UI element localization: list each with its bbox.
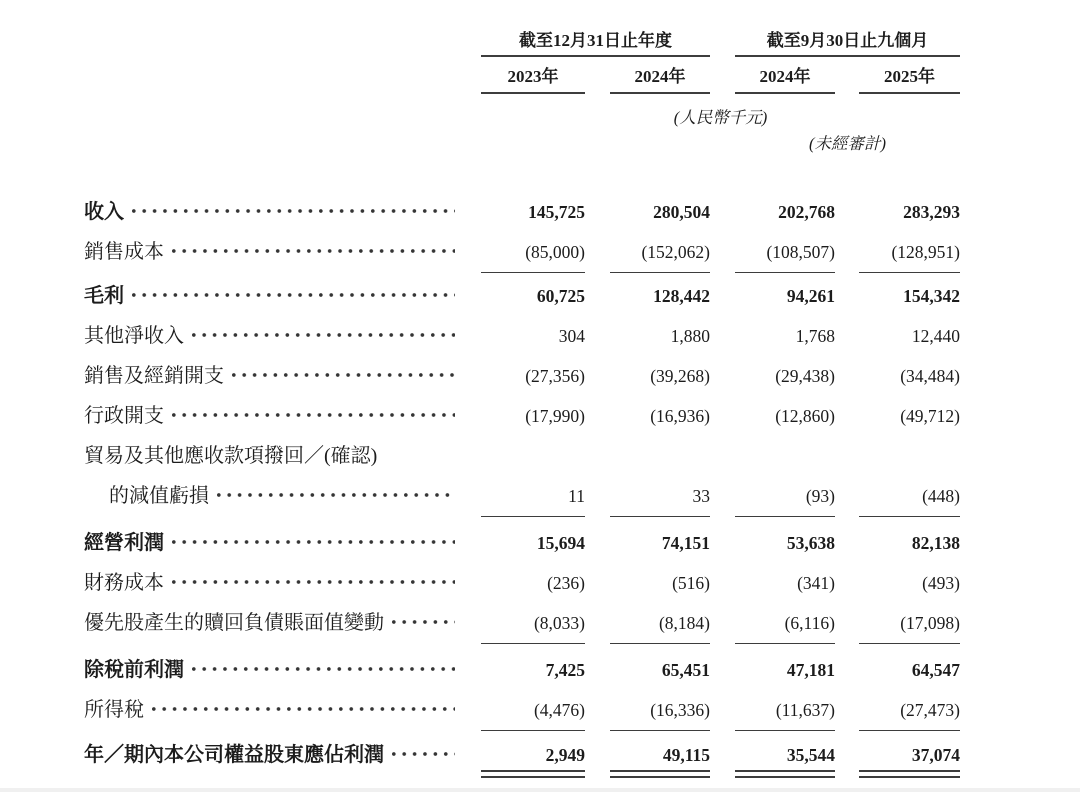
row-label: 行政開支 <box>84 405 164 427</box>
row-label: 所得稅 <box>84 699 144 721</box>
row-label: 收入 <box>84 201 124 223</box>
row-label-cell <box>84 364 481 388</box>
row-label: 年／期內本公司權益股東應佔利潤 <box>84 744 384 766</box>
value-cell: 53,638 <box>786 533 835 553</box>
year-header-row <box>84 66 960 94</box>
dot-leader <box>164 404 481 428</box>
value-cell: 94,261 <box>786 286 835 306</box>
value-cell: (34,484) <box>900 366 960 386</box>
table-row <box>84 192 960 232</box>
table-row <box>84 563 960 603</box>
value-cell: (152,062) <box>610 240 710 264</box>
dot-leader <box>164 531 481 555</box>
table-row <box>84 476 960 516</box>
row-label-cell <box>84 240 481 264</box>
row-label: 銷售及經銷開支 <box>84 365 224 387</box>
value-cell: (39,268) <box>650 366 710 386</box>
row-label-cell <box>84 484 481 508</box>
dot-leader <box>124 200 481 224</box>
row-label: 優先股產生的贖回負債賬面值變動 <box>84 612 384 634</box>
table-row <box>84 603 960 643</box>
row-label-cell <box>84 200 481 224</box>
value-cell: (17,990) <box>525 406 585 426</box>
table-row <box>84 650 960 690</box>
dot-leader <box>144 698 481 722</box>
year-column-header: 2024年 <box>735 66 835 94</box>
table-row <box>84 356 960 396</box>
row-label: 毛利 <box>84 285 124 307</box>
row-label-cell <box>84 444 960 468</box>
value-cell: 12,440 <box>911 326 960 346</box>
row-label-cell <box>84 611 481 635</box>
value-cell: 7,425 <box>545 660 585 680</box>
value-cell: 65,451 <box>661 660 710 680</box>
value-cell: (49,712) <box>900 406 960 426</box>
row-label-cell <box>84 658 481 682</box>
table-row <box>84 276 960 316</box>
table-row <box>84 232 960 272</box>
row-label: 貿易及其他應收款項撥回／(確認) <box>84 445 378 467</box>
value-cell: (108,507) <box>735 240 835 264</box>
value-cell: 1,880 <box>670 326 710 346</box>
dot-leader <box>384 611 481 635</box>
row-label: 除稅前利潤 <box>84 659 184 681</box>
value-cell: 15,694 <box>536 533 585 553</box>
row-label: 的減值虧損 <box>109 485 209 507</box>
row-label-cell <box>84 531 481 555</box>
year-column-header: 2024年 <box>610 66 710 94</box>
value-cell: 304 <box>558 326 585 346</box>
unaudited-note-row <box>84 132 960 155</box>
value-cell: 1,768 <box>795 326 835 346</box>
value-cell: (4,476) <box>481 698 585 722</box>
dot-leader <box>224 364 481 388</box>
value-cell: 33 <box>610 484 710 508</box>
value-cell: (27,473) <box>859 698 960 722</box>
row-label: 銷售成本 <box>84 241 164 263</box>
value-cell: (516) <box>672 573 710 593</box>
value-cell: (85,000) <box>481 240 585 264</box>
value-cell: (128,951) <box>859 240 960 264</box>
currency-unit-note: (人民幣千元) <box>673 108 768 127</box>
page-bottom-edge <box>0 788 1080 792</box>
row-label: 其他淨收入 <box>84 325 184 347</box>
value-cell: 47,181 <box>786 660 835 680</box>
year-column-header: 2025年 <box>859 66 960 94</box>
value-cell: 202,768 <box>778 202 835 222</box>
value-cell: 280,504 <box>653 202 710 222</box>
unaudited-note: (未經審計) <box>809 134 886 153</box>
row-label: 經營利潤 <box>84 532 164 554</box>
dot-leader <box>184 658 481 682</box>
value-cell: (29,438) <box>775 366 835 386</box>
table-row <box>84 316 960 356</box>
table-row <box>84 690 960 730</box>
value-cell: 35,544 <box>735 743 835 767</box>
value-cell: 49,115 <box>610 743 710 767</box>
dot-leader <box>184 324 481 348</box>
value-cell: 11 <box>481 484 585 508</box>
value-cell: 145,725 <box>528 202 585 222</box>
statement-rows <box>84 192 960 775</box>
dot-leader <box>209 484 481 508</box>
unit-note-row <box>84 106 960 129</box>
value-cell: 283,293 <box>903 202 960 222</box>
row-label-cell <box>84 743 481 767</box>
value-cell: (11,637) <box>735 698 835 722</box>
year-column-header: 2023年 <box>481 66 585 94</box>
period-group-annual: 截至12月31日止年度 <box>481 30 710 57</box>
value-cell: 154,342 <box>903 286 960 306</box>
value-cell: 2,949 <box>481 743 585 767</box>
value-cell: (6,116) <box>735 611 835 635</box>
value-cell: (17,098) <box>859 611 960 635</box>
dot-leader <box>164 571 481 595</box>
table-row <box>84 436 960 476</box>
row-label-cell <box>84 571 481 595</box>
value-cell: 74,151 <box>661 533 710 553</box>
table-row <box>84 523 960 563</box>
table-row <box>84 396 960 436</box>
value-cell: 82,138 <box>911 533 960 553</box>
row-label-cell <box>84 404 481 428</box>
table-row <box>84 735 960 775</box>
value-cell: (93) <box>735 484 835 508</box>
period-group-row <box>84 30 960 57</box>
period-group-nine-month: 截至9月30日止九個月 <box>735 30 960 57</box>
value-cell: 37,074 <box>859 743 960 767</box>
value-cell: (27,356) <box>525 366 585 386</box>
value-cell: (8,184) <box>610 611 710 635</box>
dot-leader <box>164 240 481 264</box>
value-cell: (341) <box>797 573 835 593</box>
value-cell: (493) <box>922 573 960 593</box>
value-cell: (12,860) <box>775 406 835 426</box>
dot-leader <box>384 743 481 767</box>
value-cell: (16,936) <box>650 406 710 426</box>
value-cell: 60,725 <box>536 286 585 306</box>
value-cell: 64,547 <box>911 660 960 680</box>
row-label-cell <box>84 284 481 308</box>
value-cell: (236) <box>547 573 585 593</box>
value-cell: (8,033) <box>481 611 585 635</box>
value-cell: (16,336) <box>610 698 710 722</box>
row-label: 財務成本 <box>84 572 164 594</box>
row-label-cell <box>84 324 481 348</box>
value-cell: 128,442 <box>653 286 710 306</box>
dot-leader <box>124 284 481 308</box>
row-label-cell <box>84 698 481 722</box>
value-cell: (448) <box>859 484 960 508</box>
